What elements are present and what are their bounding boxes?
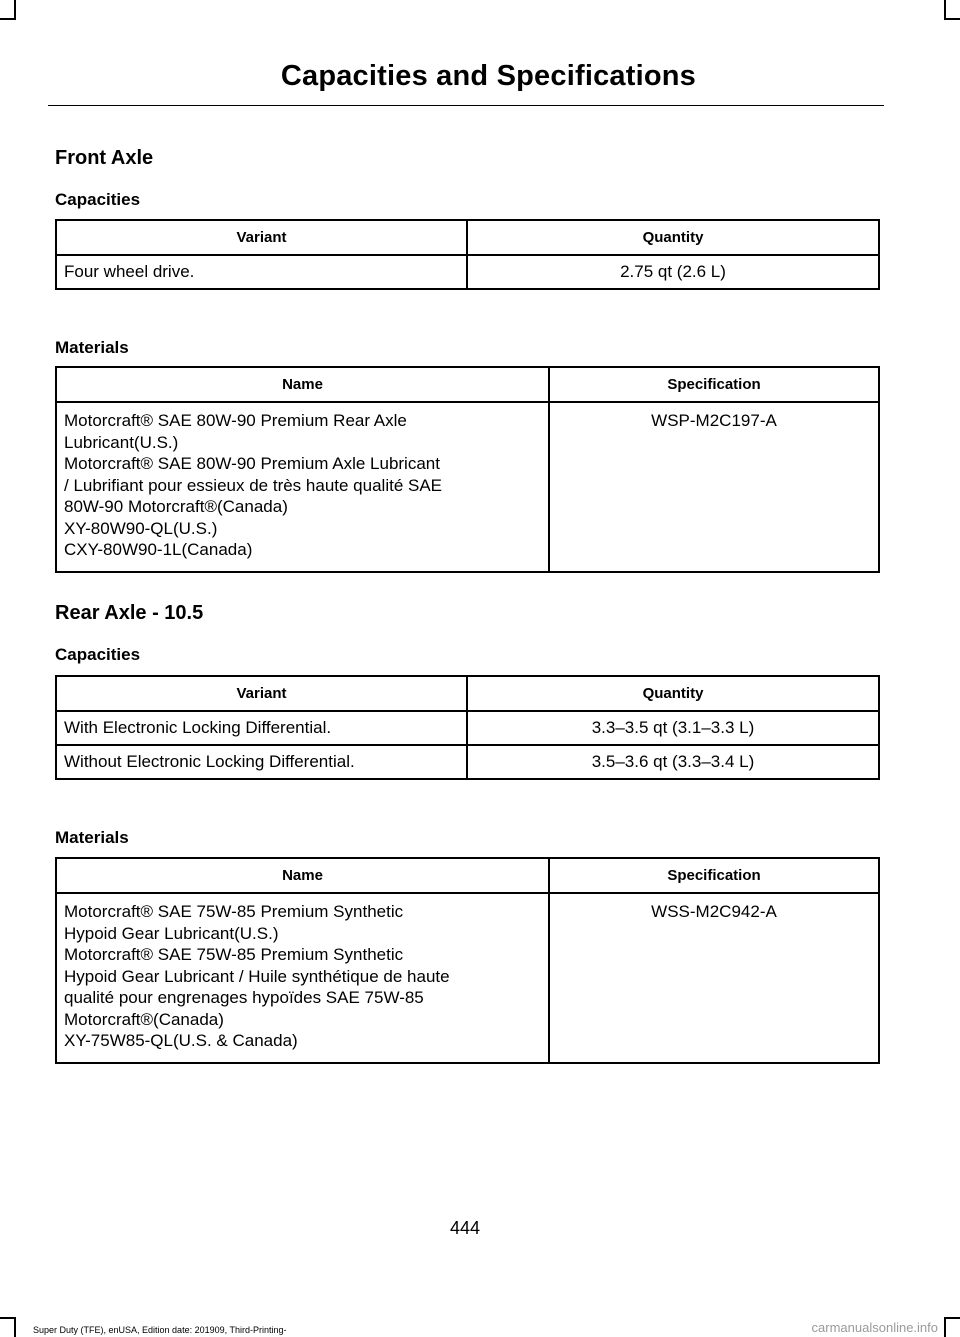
material-name-line: Motorcraft®(Canada) [64, 1009, 224, 1029]
rear-axle-materials-table [55, 857, 880, 1064]
column-header-specification: Specification [549, 367, 879, 402]
crop-mark-top-left [0, 18, 16, 20]
table-row [56, 255, 879, 289]
watermark: carmanualsonline.info [811, 1320, 938, 1335]
page-number: 444 [449, 1218, 481, 1238]
material-name-cell [56, 893, 549, 1063]
material-name-line: Hypoid Gear Lubricant / Huile synthétique de haute [64, 966, 450, 986]
quantity-cell: 2.75 qt (2.6 L) [467, 255, 879, 289]
column-header-specification: Specification [549, 858, 879, 893]
front-axle-capacities-table [55, 219, 880, 290]
material-name-line: 80W-90 Motorcraft®(Canada) [64, 497, 288, 516]
material-name-line: Hypoid Gear Lubricant(U.S.) [64, 923, 279, 943]
table-row [56, 402, 879, 572]
crop-mark-bottom-right [944, 1317, 960, 1319]
material-name-line: Motorcraft® SAE 75W-85 Premium Synthetic [64, 945, 404, 964]
rear-axle-capacities-table [55, 675, 880, 780]
column-header-name: Name [56, 858, 549, 893]
table-header-row [56, 676, 879, 711]
crop-mark-top-left [14, 0, 16, 20]
column-header-variant: Variant [56, 676, 467, 711]
material-name-line: XY-80W90-QL(U.S.) [64, 518, 218, 538]
specification-cell: WSS-M2C942-A [549, 893, 879, 1063]
column-header-quantity: Quantity [467, 676, 879, 711]
variant-cell: Without Electronic Locking Differential. [56, 745, 467, 779]
table-row [56, 711, 879, 745]
subheading-capacities: Capacities [55, 190, 141, 209]
subheading-capacities: Capacities [55, 645, 141, 664]
material-name-line: Lubricant(U.S.) [64, 432, 179, 452]
table-row [56, 893, 879, 1063]
quantity-cell: 3.5–3.6 qt (3.3–3.4 L) [467, 745, 879, 779]
crop-mark-top-right [944, 18, 960, 20]
column-header-quantity: Quantity [467, 220, 879, 255]
material-name-line: CXY-80W90-1L(Canada) [64, 540, 253, 559]
column-header-variant: Variant [56, 220, 467, 255]
material-name-cell [56, 402, 549, 572]
table-row [56, 745, 879, 779]
front-axle-materials-table [55, 366, 880, 573]
subheading-materials: Materials [55, 338, 129, 357]
crop-mark-bottom-right [944, 1317, 946, 1337]
table-header-row [56, 858, 879, 893]
section-heading-rear-axle: Rear Axle - 10.5 [55, 602, 204, 624]
material-name-line: Motorcraft® SAE 75W-85 Premium Synthetic [64, 902, 404, 921]
table-header-row [56, 220, 879, 255]
material-name-line: XY-75W85-QL(U.S. & Canada) [64, 1031, 298, 1050]
section-heading-front-axle: Front Axle [55, 147, 154, 169]
crop-mark-top-right [944, 0, 946, 20]
variant-cell: Four wheel drive. [56, 255, 467, 289]
material-name-line: Motorcraft® SAE 80W-90 Premium Rear Axle [64, 411, 407, 430]
page-title: Capacities and Specifications [280, 60, 696, 92]
footer-edition-info: Super Duty (TFE), enUSA, Edition date: 201909, Third-Printing- [33, 1325, 287, 1335]
quantity-cell: 3.3–3.5 qt (3.1–3.3 L) [467, 711, 879, 745]
material-name-line: qualité pour engrenages hypoïdes SAE 75W-85 [64, 988, 424, 1007]
material-name-line: / Lubrifiant pour essieux de très haute qualité SAE [64, 475, 443, 495]
specification-cell: WSP-M2C197-A [549, 402, 879, 572]
crop-mark-bottom-left [0, 1317, 16, 1319]
column-header-name: Name [56, 367, 549, 402]
subheading-materials: Materials [55, 828, 129, 847]
title-rule [48, 105, 884, 106]
material-name-line: Motorcraft® SAE 80W-90 Premium Axle Lubricant [64, 454, 440, 473]
crop-mark-bottom-left [14, 1317, 16, 1337]
variant-cell: With Electronic Locking Differential. [56, 711, 467, 745]
table-header-row [56, 367, 879, 402]
